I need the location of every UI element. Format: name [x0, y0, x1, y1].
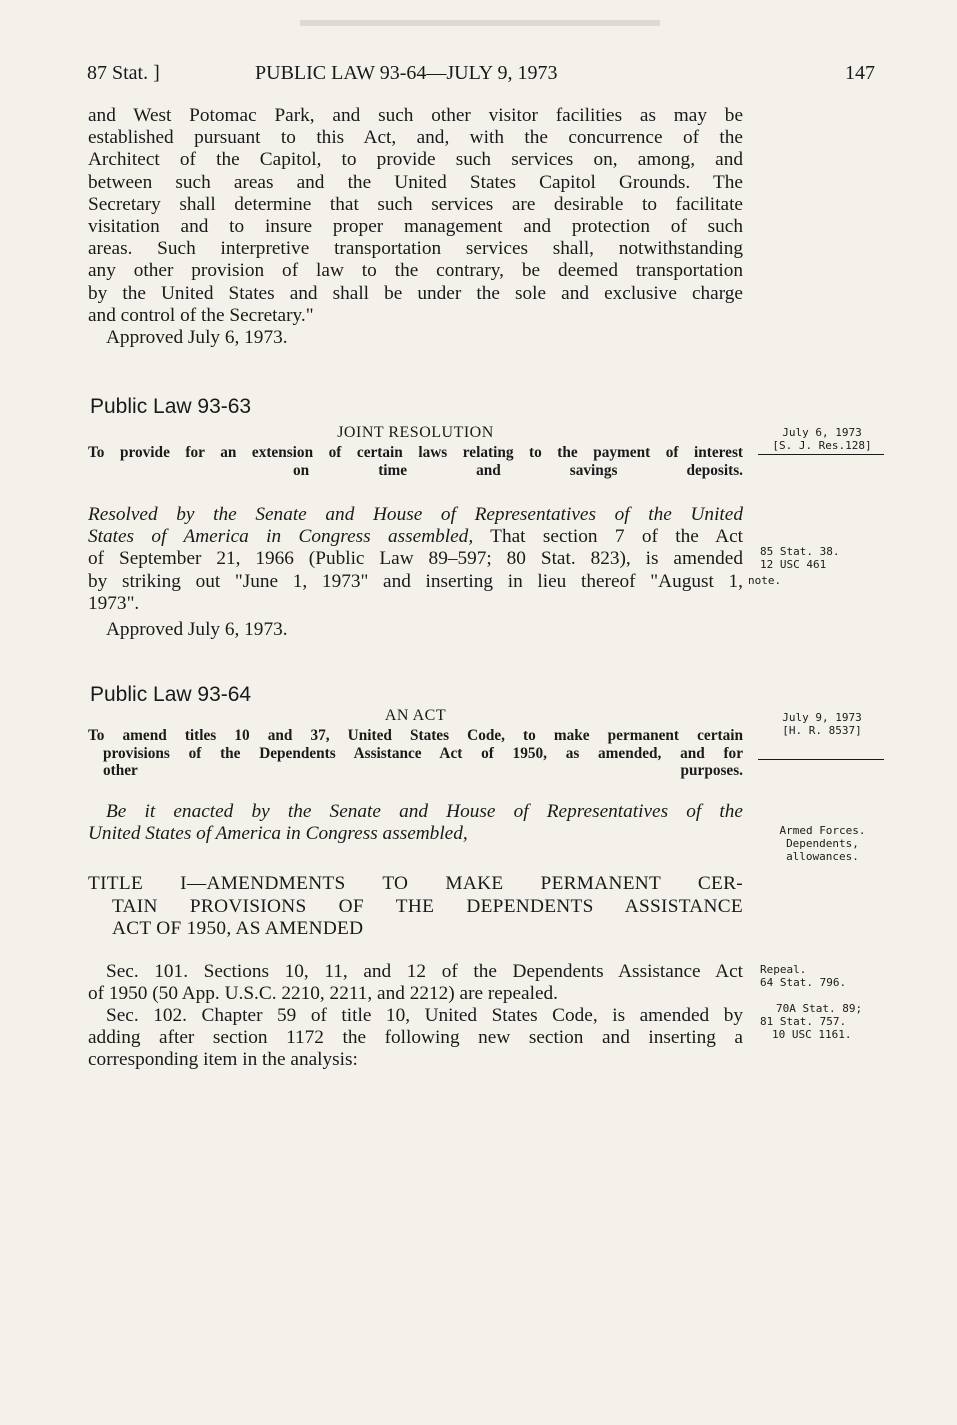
enactment-date: July 6, 1973: [782, 426, 862, 439]
text-fragment: That section 7 of the Act: [473, 526, 743, 548]
text-line: visitation and to insure proper management and protection of such: [88, 216, 743, 238]
rule-line: [758, 759, 884, 760]
running-head: PUBLIC LAW 93-64—JULY 9, 1973: [255, 62, 558, 84]
act-type: AN ACT: [384, 707, 447, 724]
text-line: by striking out "June 1, 1973" and inserting in lieu thereof "August 1,: [88, 570, 743, 592]
resolution-type: JOINT RESOLUTION: [337, 424, 494, 441]
side-note-armed-forces: [760, 824, 885, 863]
text-line: United States of America in Congress assembled,: [88, 823, 468, 845]
enacting-clause-93-64: [88, 801, 743, 845]
side-note-line: note.: [748, 574, 782, 587]
text-line: Sec. 101. Sections 10, 11, and 12 of the Dependents Assistance Act: [106, 961, 743, 982]
law-purpose: [88, 444, 743, 479]
side-note-sec-102: [760, 1002, 885, 1041]
text-line: other purposes.: [103, 762, 743, 779]
text-line: on time and savings deposits.: [293, 461, 743, 479]
text-line: Architect of the Capitol, to provide such services on, among, and: [88, 149, 743, 171]
text-line: areas. Such interpretive transportation services shall, notwithstanding: [88, 238, 743, 260]
bill-reference: [S. J. Res.128]: [772, 439, 872, 452]
side-note-line: 12 USC 461: [760, 558, 827, 571]
section-101: [88, 961, 743, 1005]
law-purpose: [88, 727, 743, 780]
side-note-line: 64 Stat. 796.: [760, 976, 847, 989]
bill-reference: [H. R. 8537]: [782, 724, 862, 737]
enactment-date: July 9, 1973: [782, 711, 862, 724]
page-number: 147: [845, 62, 875, 84]
side-note-line: 85 Stat. 38.: [760, 545, 840, 558]
rule-line: [758, 454, 884, 455]
title-heading: [88, 873, 743, 941]
text-line: TAIN PROVISIONS OF THE DEPENDENTS ASSISTANCE: [112, 895, 743, 917]
text-line: Be it enacted by the Senate and House of Representatives of the: [106, 801, 743, 822]
text-line: Sec. 102. Chapter 59 of title 10, United States Code, is amended by: [106, 1005, 743, 1026]
text-line: ACT OF 1950, AS AMENDED: [112, 918, 364, 939]
law-number-93-63: Public Law 93-63: [90, 395, 252, 418]
side-note-line: allowances.: [786, 850, 859, 863]
enacting-clause: States of America in Congress assembled,: [88, 526, 474, 548]
approval-line: Approved July 6, 1973.: [106, 327, 288, 349]
approval-line: Approved July 6, 1973.: [106, 619, 288, 641]
text-line: corresponding item in the analysis:: [88, 1049, 358, 1071]
text-line: Resolved by the Senate and House of Representatives of the United: [88, 504, 743, 525]
text-line: by the United States and shall be under the sole and exclusive charge: [88, 282, 743, 304]
resolution-body: [88, 504, 743, 641]
continuation-paragraph: [88, 105, 743, 349]
text-line: and control of the Secretary.": [88, 304, 314, 326]
text-line: between such areas and the United States Capitol Grounds. The: [88, 171, 743, 193]
text-line: TITLE I—AMENDMENTS TO MAKE PERMANENT CER-: [88, 873, 743, 894]
side-note-line: 81 Stat. 757.: [760, 1015, 847, 1028]
bleed-through-mark: [300, 20, 660, 26]
text-line: Secretary shall determine that such services are desirable to facilitate: [88, 193, 743, 215]
text-line: and West Potomac Park, and such other visitor facilities as may be: [88, 105, 743, 126]
text-line: any other provision of law to the contrary, be deemed transportation: [88, 260, 743, 282]
text-line: [88, 526, 743, 548]
side-note-repeal: [760, 963, 885, 989]
side-note-line: Dependents,: [786, 837, 859, 850]
side-note-line: 70A Stat. 89;: [776, 1002, 863, 1015]
side-note-line: 10 USC 1161.: [772, 1028, 852, 1041]
section-102: [88, 1005, 743, 1072]
text-line: 1973".: [88, 592, 140, 614]
side-note-citations: [748, 545, 885, 587]
text-line: established pursuant to this Act, and, with the concurrence of the: [88, 127, 743, 149]
volume-reference: 87 Stat. ]: [87, 62, 160, 84]
text-line: of September 21, 1966 (Public Law 89–597; 80 Stat. 823), is amended: [88, 548, 743, 570]
text-line: provisions of the Dependents Assistance Act of 1950, as amended, and for: [103, 744, 743, 762]
margin-date-93-64: [758, 711, 886, 760]
text-line: adding after section 1172 the following new section and inserting a: [88, 1027, 743, 1049]
side-note-line: Repeal.: [760, 963, 807, 976]
margin-date-93-63: [758, 426, 886, 455]
text-line: of 1950 (50 App. U.S.C. 2210, 2211, and 2212) are repealed.: [88, 983, 558, 1005]
side-note-line: Armed Forces.: [779, 824, 866, 837]
text-line: To amend titles 10 and 37, United States Code, to make permanent certain: [88, 727, 743, 744]
law-number-93-64: Public Law 93-64: [90, 683, 252, 706]
text-line: To provide for an extension of certain laws relating to the payment of interest: [88, 444, 743, 461]
